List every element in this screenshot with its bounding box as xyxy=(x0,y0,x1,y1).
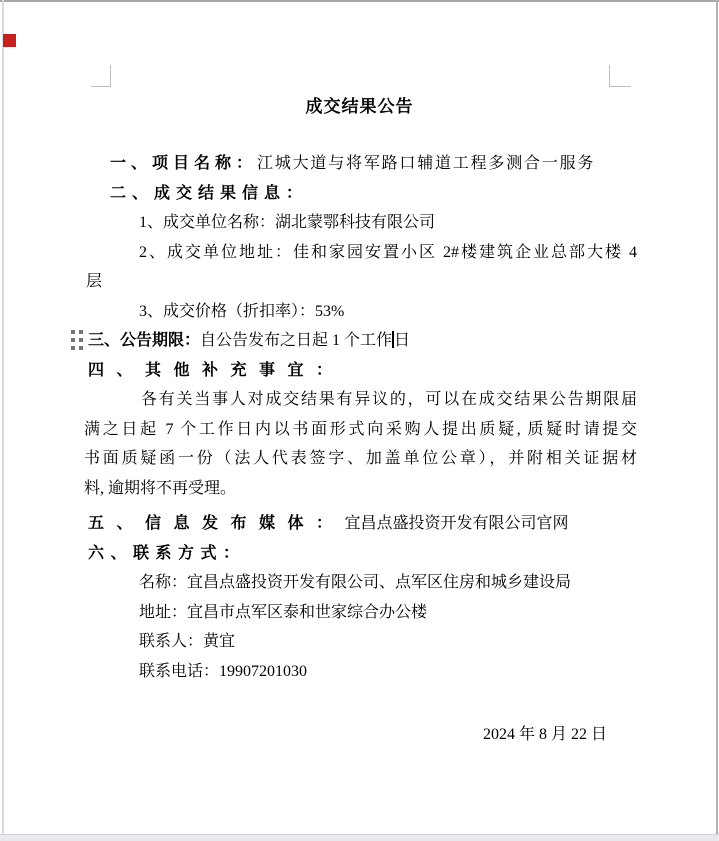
document-body[interactable] xyxy=(84,149,637,686)
heading-other-matters-label: 四、其他补充事宜： xyxy=(88,361,345,379)
page-top-border xyxy=(0,0,719,2)
para-objection-line1[interactable]: 各有关当事人对成交结果有异议的，可以在成交结果公告期限届 xyxy=(141,391,637,408)
announcement-period-text: 自公告发布之日起 1 个工作 xyxy=(200,332,393,349)
contact-address[interactable]: 地址：宜昌市点军区泰和世家综合办公楼 xyxy=(139,603,428,621)
heading-announcement-period-label: 三、公告期限： xyxy=(88,332,201,349)
para-objection-line4[interactable]: 料, 逾期将不再受理。 xyxy=(84,479,237,497)
publish-media-text: 宜昌点盛投资开发有限公司官网 xyxy=(344,515,569,532)
heading-publish-media-label: 五、信息发布媒体： xyxy=(88,515,345,532)
contact-person[interactable]: 联系人：黄宜 xyxy=(139,633,236,650)
item-winner-address-line1[interactable]: 2、成交单位地址：佳和家园安置小区 2#楼建筑企业总部大楼 4 xyxy=(139,243,637,261)
para-objection-line2[interactable]: 满之日起 7 个工作日内以书面形式向采购人提出质疑, 质疑时请提交 xyxy=(84,420,637,438)
text-boundary-mark-right-icon xyxy=(609,65,631,87)
item-price[interactable]: 3、成交价格（折扣率）：53% xyxy=(139,302,345,320)
doc-title: 成交结果公告 xyxy=(305,97,414,116)
page-left-border xyxy=(2,0,4,841)
heading-result-info-label: 二、成交结果信息： xyxy=(110,184,309,202)
heading-project-name[interactable] xyxy=(84,149,637,179)
contact-phone[interactable]: 联系电话：19907201030 xyxy=(139,662,308,680)
para-objection-line3[interactable]: 书面质疑函一份（法人代表签字、加盖单位公章），并附相关证据材 xyxy=(84,450,637,467)
red-indicator-icon xyxy=(3,34,16,47)
heading-publish-media[interactable] xyxy=(84,509,637,539)
text-boundary-mark-left-icon xyxy=(91,65,111,87)
page-bottom-border xyxy=(0,834,719,841)
heading-project-name-text: 江城大道与将军路口辅道工程多测合一服务 xyxy=(257,155,596,172)
item-winner-name[interactable]: 1、成交单位名称：湖北蒙鄂科技有限公司 xyxy=(139,214,436,231)
heading-contact-label: 六、联系方式： xyxy=(88,544,246,562)
announcement-period-text-end: 日 xyxy=(394,332,411,349)
contact-name[interactable]: 名称：宜昌点盛投资开发有限公司、点军区住房和城乡建设局 xyxy=(139,574,572,591)
doc-date[interactable]: 2024 年 8 月 22 日 xyxy=(482,726,607,743)
item-winner-address-line2[interactable]: 层 xyxy=(86,273,103,290)
paragraph-drag-handle[interactable] xyxy=(71,330,83,350)
heading-other-matters[interactable] xyxy=(84,356,637,386)
heading-contact[interactable] xyxy=(84,539,637,569)
heading-announcement-period[interactable] xyxy=(84,326,637,356)
heading-project-name-label: 一、项目名称： xyxy=(110,155,258,172)
page-right-border xyxy=(716,0,718,841)
heading-result-info[interactable] xyxy=(84,179,637,209)
